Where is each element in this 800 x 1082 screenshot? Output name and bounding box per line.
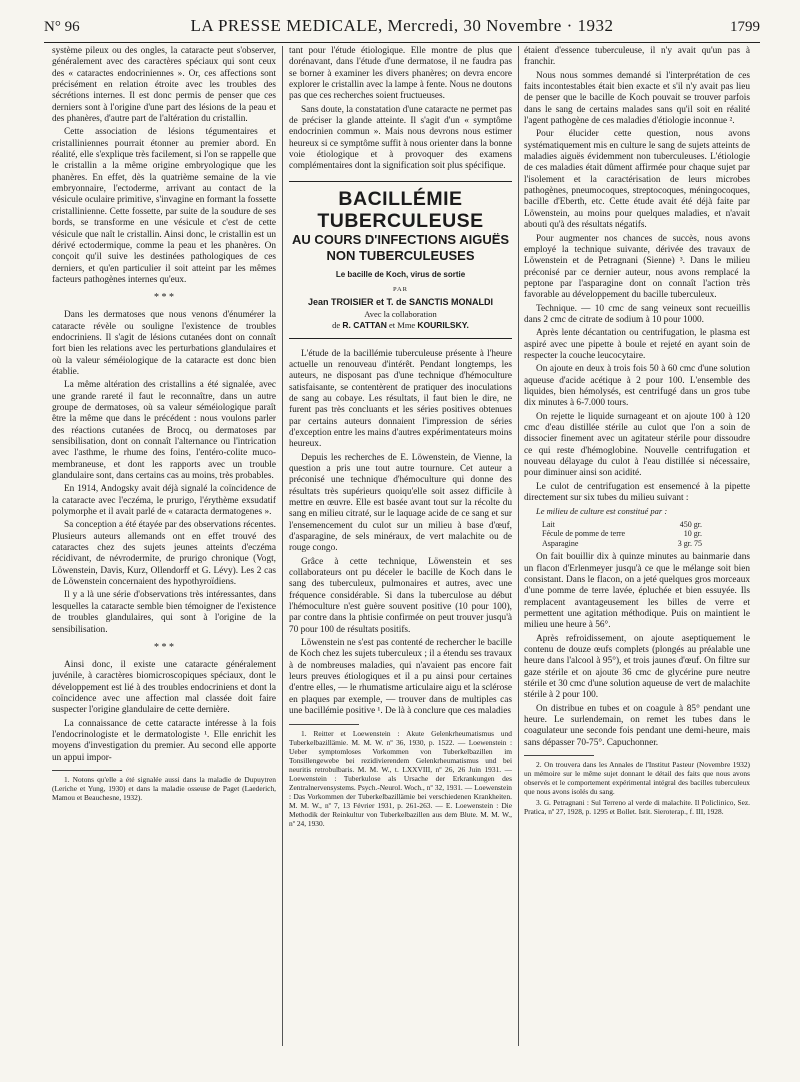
footnote: 1. Notons qu'elle a été signalée aussi dans la maladie de Dupuytren (Leriche et Yung, 1930) et dans la maladie osseuse de Paget (Laederich, Mamou et Beauchesne, 1932). bbox=[52, 774, 276, 802]
footnote-rule bbox=[524, 755, 594, 756]
paragraph: On fait bouillir dix à quinze minutes au bainmarie dans un flacon d'Erlenmeyer jusqu'à ce que le mélange soit bien consistant. Dans le flacon, on a jeté quelques gros morceaux d'une pomme de terre lavée, épluchée et bien essuyée. Ils remplacent avantageusement les billes de verre et permettent une agitation méthodique. Puis on maintient le milieu une heure à 56°. bbox=[524, 552, 750, 631]
footnote: 1. Reitter et Loewenstein : Akute Gelenkrheumatismus und Tuberkelbazillämie. M. M. W. nº 36, 1930, p. 1522. — Loewenstein : Ueber symptomloses Vorkommen von Tuberkelbazillen im Tonsillengewebe bei rezidivierendem Gelenkrheumatismus und bei neuritis retrobulbaris. M. M. W., t. LXXVIII, nº 26, 26 Juin 1931. — Loewenstein : Tuberkulose als Ursache der Erkrankungen des Zentralnervensystems. Psych.-Neurol. Woch., nº 32, 1931. — Loewenstein : Das Vorkommen der Tuberkelbazillämie bei verschiedenen Krankheiten. M. M. W., nº 7, 13 Février 1931, p. 261-263. — E. Loewenstein : Die Methodik der Reinkultur von Tuberkelbazillen aus dem Blute. M. M. W., nº 24, 1930. bbox=[289, 728, 512, 828]
paragraph: Après lente décantation ou centrifugation, le plasma est aspiré avec une pipette à boule et rejeté en ayant soin de respecter la couche leucocytaire. bbox=[524, 328, 750, 361]
paragraph: On ajoute en deux à trois fois 50 à 60 cmc d'une solution aqueuse d'acide acétique à 2 pour 100. L'ensemble des liquides, bien hémolysés, est centrifugé dans un gros tube dix minutes à 6-7.000 tours. bbox=[524, 364, 750, 409]
article-tagline: Le bacille de Koch, virus de sortie bbox=[335, 269, 466, 279]
paragraph: étaient d'essence tuberculeuse, il n'y avait qu'un pas à franchir. bbox=[524, 46, 750, 68]
culture-heading: Le milieu de culture est constitué par : bbox=[536, 506, 668, 517]
paragraph: Le culot de centrifugation est ensemencé à la pipette directement sur six tubes du milieu suivant : bbox=[524, 481, 750, 504]
paragraph: On rejette le liquide surnageant et on ajoute 100 à 120 cmc d'eau distillée stérile au culot que l'on a soin de dissocier finement avec un agitateur stérile pour dissoudre ce qui reste d'hémoglobine. Nouvelle centrifugation et nouveau délayage du culot à l'eau distillée si nécessaire, pour diminuer ainsi son acidité. bbox=[524, 411, 750, 479]
article-authors: Jean TROISIER et T. de SANCTIS MONALDI bbox=[307, 297, 494, 308]
column-rule-left bbox=[282, 46, 283, 1046]
byline-par: PAR bbox=[392, 286, 409, 294]
paragraph: Il y a là une série d'observations très intéressantes, dans lesquelles la cataracte semble bien témoigner de l'existence de troubles glandulaires, qui sont à l'origine de la sensibilisation. bbox=[52, 590, 276, 635]
paragraph: Dans les dermatoses que nous venons d'énumérer la cataracte révèle ou souligne l'existence de troubles endocriniens. Il s'agit de lésions cutanées dont on connaît fort bien les relations avec les perturbations glandulaires et où la valeur séméiologique de la cataracte est donc bien établie. bbox=[52, 310, 276, 377]
paragraph: système pileux ou des ongles, la cataracte peut s'observer, généralement avec des caractères spéciaux qui sont ceux des « cataractes endocriniennes ». Or, ces affections sont précisément en relation étroite avec les troubles des sécrétions internes. Il est donc permis de penser que ces derniers sont à l'origine d'une part des lésions de la peau et des phanères, d'autre part de l'altération du cristallin. bbox=[52, 46, 276, 125]
article-heading bbox=[289, 181, 512, 339]
culture-medium-list bbox=[542, 520, 750, 549]
paragraph: Après refroidissement, on ajoute aseptiquement le contenu de douze œufs complets (plongés au préalable une heure dans l'alcool à 95°), et trois jaunes d'œuf. On filtre sur gaze stérile et on ajoute 36 cmc de glycérine pure neutre stérile et 30 cmc d'une solution aqueuse de vert de malachite stérile à 2 pour 100. bbox=[524, 633, 750, 701]
paragraph: tant pour l'étude étiologique. Elle montre de plus que dorénavant, dans l'étude d'une dermatose, il ne faudra pas se borner à examiner les divers phanères; on devra encore explorer le cristallin avec la lampe à fente. Nous ne doutons pas que ces recherches soient fructueuses. bbox=[289, 46, 512, 102]
paragraph: Pour élucider cette question, nous avons systématiquement mis en culture le sang de sujets atteints de maladies aiguës évidemment non tuberculeuses. L'étiologie de ces maladies était dûment affirmée pour chaque sujet par l'isolement et la caractérisation de leurs microbes pathogènes, pneumocoques, streptocoques, méningocoques, bacille d'Eberth, etc. Cette étude avait été déjà faite par Löwenstein, au moins pour quelques maladies, et n'avait abouti qu'à des résultats négatifs. bbox=[524, 129, 750, 231]
footnote-rule bbox=[52, 770, 122, 771]
list-item: Lait 450 gr. bbox=[542, 519, 702, 529]
paragraph: Nous nous sommes demandé si l'interprétation de ces faits incontestables était bien exacte et s'il n'y avait pas lieu de penser que le bacille de Koch pouvait se trouver parfois dans le sang de certains malades sans qu'il soit en réalité l'agent pathogène de ces maladies d'étiologie inconnue ². bbox=[524, 70, 750, 127]
page-header bbox=[44, 16, 760, 43]
paragraph: Sa conception a été étayée par des observations récentes. Plusieurs auteurs allemands ont en effet trouvé des cataractes chez des sujets jeunes atteints d'eczéma récidivant, de névrodermite, de prurigo chronique (Vogt, Löwenstein, Davis, Kurz, Ollendorff et G. Lévy). Les 2 cas de Löwenstein concernaient des hypothyroïdiens. bbox=[52, 520, 276, 588]
column-rule-right bbox=[518, 46, 519, 1046]
paragraph: Löwenstein ne s'est pas contenté de rechercher le bacille de Koch chez les sujets tuberculeux ; il a étendu ses travaux à de nombreuses maladies, qui n'avaient pas encore fait leurs preuves étiologiques et il a pu ainsi pour certaines d'entre elles, — le rhumatisme articulaire aigu et la sclérose en plaques par exemple, — trouver dans de multiples cas une bacillémie positive ¹. De là à conclure que ces maladies bbox=[289, 638, 512, 717]
issue-number: N° 96 bbox=[44, 19, 80, 35]
paragraph: La connaissance de cette cataracte intéresse à la fois l'endocrinologiste et le dermatologiste ¹. Elle enrichit les moyens d'investigation du premier. Au second elle apporte un appui impor- bbox=[52, 718, 276, 763]
article-subtitle: AU COURS D'INFECTIONS AIGUËS bbox=[291, 231, 510, 247]
footnote-rule bbox=[289, 724, 359, 725]
section-separator: * * * bbox=[154, 292, 174, 304]
paragraph: On distribue en tubes et on coagule à 85° pendant une heure. Le surlendemain, on remet les tubes dans le coagulateur une seconde fois pendant une demi-heure, mais sans dépasser 70-75°. Capuchonner. bbox=[524, 703, 750, 748]
paragraph: La même altération des cristallins a été signalée, avec une grande rareté il faut le reconnaître, dans un autre groupe de dermatoses, où sa valeur séméiologique paraît être la même que dans le précédent : nous voulons parler des réactions cutanées de Brocq, ou dermatoses par sensibilisation, dont on connaît l'alternance ou l'intrication avec l'asthme, le rhume des foins, l'entéro-colite muco-membraneuse, et dont les rapports avec un trouble glandulaire sont, dans certains cas au moins, très probables. bbox=[52, 380, 276, 482]
paragraph: Sans doute, la constatation d'une cataracte ne permet pas de préciser la glande atteinte. Il s'agit d'un « symptôme endocrinien commun ». Mais nous devrons nous estimer heureux si ce symptôme suffit à nous orienter dans la bonne voie étiologique et à provoquer des examens complémentaires dont la signification soit plus spécifique. bbox=[289, 104, 512, 172]
collaboration-line: Avec la collaboration bbox=[364, 308, 437, 319]
paragraph: Grâce à cette technique, Löwenstein et ses collaborateurs ont pu déceler le bacille de Koch dans le sang des tuberculeux, pulmonaires et autres, avec une fréquence considérable. Si dans la tuberculose au début l'hémoculture n'est guère souvent positive (10 pour 100), par contre dans la phtisie confirmée on peut trouver jusqu'à 70 pour 100 de résultats positifs. bbox=[289, 556, 512, 635]
collaborators: de R. CATTAN et Mme KOURILSKY. bbox=[332, 320, 469, 331]
list-item: Asparagine 3 gr. 75 bbox=[542, 538, 702, 548]
article-title: BACILLÉMIE TUBERCULEUSE bbox=[317, 187, 484, 232]
paragraph: Depuis les recherches de E. Löwenstein, de Vienne, la question a pris une tout autre tournure. Cet auteur a préconisé une technique d'hémoculture qui donne des résultats très supérieurs quoiqu'elle soit assez difficile à mettre en œuvre. Elle est basée avant tout sur la récolte du sang en milieu citraté, sur le laquage acide de ce sang et sur l'ensemencement du culot sur un milieu à base d'œuf, d'asparagine, de sels minéraux, de vert malachite ou de rouge congo. bbox=[289, 452, 512, 554]
article-subtitle: NON TUBERCULEUSES bbox=[326, 247, 475, 263]
section-separator: * * * bbox=[154, 641, 174, 653]
paragraph: En 1914, Andogsky avait déjà signalé la coïncidence de la cataracte avec l'eczéma, le prurigo, l'érythème exsudatif polymorphe et il avait parlé de « cataracta dermatogenes ». bbox=[52, 484, 276, 518]
paragraph: Technique. — 10 cmc de sang veineux sont recueillis dans 2 cmc de citrate de sodium à 10 pour 1000. bbox=[524, 303, 750, 325]
paragraph: L'étude de la bacillémie tuberculeuse présente à l'heure actuelle un renouveau d'intérêt. Pendant longtemps, les auteurs, ne disposant pas d'une technique d'hémoculture satisfaisante, se contentèrent de pratiquer des inoculations de sang au cobaye. Les résultats, il faut bien le dire, ne furent pas très concluants et les séries positives obtenues par certains auteurs donnaient l'impression de séries d'exception entre les mains d'autres expérimentateurs moins heureux. bbox=[289, 348, 512, 450]
page-number: 1799 bbox=[729, 19, 760, 35]
journal-title: LA PRESSE MEDICALE, Mercredi, 30 Novembre · 1932 bbox=[190, 16, 614, 35]
footnote: 3. G. Petragnani : Sul Terreno al verde di malachite. Il Policlinico, Sez. Pratica, nº 27, 1928, p. 1295 et Bollet. Istit. Sieroterap., f. III, 1928. bbox=[524, 798, 750, 817]
footnote: 2. On trouvera dans les Annales de l'Institut Pasteur (Novembre 1932) un mémoire sur le même sujet donnant le détail des faits que nous avons observés et le comportement expérimental intégral des bacilles tuberculeux que nous avons isolés du sang. bbox=[524, 760, 750, 797]
paragraph: Pour augmenter nos chances de succès, nous avons employé la technique suivante, dérivée des travaux de Löwenstein et de Petragnani (Sienne) ³. Dans le milieu préconisé par ce dernier auteur, nous avons remplacé la peptone par l'asparagine dont on connaît l'action très favorable au développement du bacille tuberculeux. bbox=[524, 233, 750, 301]
column-middle bbox=[289, 46, 512, 1046]
list-item: Fécule de pomme de terre 10 gr. bbox=[542, 529, 702, 539]
column-left bbox=[52, 46, 276, 1046]
paragraph: Ainsi donc, il existe une cataracte généralement juvénile, à caractères biomicroscopiques spéciaux, dont le développement est lié à des troubles endocriniens et dont la coïncidence avec une affection mal classée doit faire suspecter l'origine glandulaire de cette dernière. bbox=[52, 659, 276, 716]
column-right bbox=[524, 46, 750, 1046]
paragraph: Cette association de lésions tégumentaires et cristalliniennes pourrait étonner au premier abord. En réalité, elle s'explique très facilement, si l'on se rappelle que le cristallin a la même origine embryologique que les phanères. En effet, dès la quatrième semaine de la vie embryonnaire, l'ectoderme, arrivant au contact de la vésicule oculaire primitive, s'invagine en formant la fossette cristallinienne. Cette fossette, par suite de la soudure de ses bords, se transforme en une vésicule et c'est de cette vésicule que naît le cristallin. Ainsi donc, le cristallin est un dérivé ectodermique, comme la peau et les phanères. On conçoit qu'il suive les destinées pathologiques de ces derniers, et qu'en particulier il soit atteint par les mêmes facteurs pathogènes internes qu'eux. bbox=[52, 127, 276, 285]
